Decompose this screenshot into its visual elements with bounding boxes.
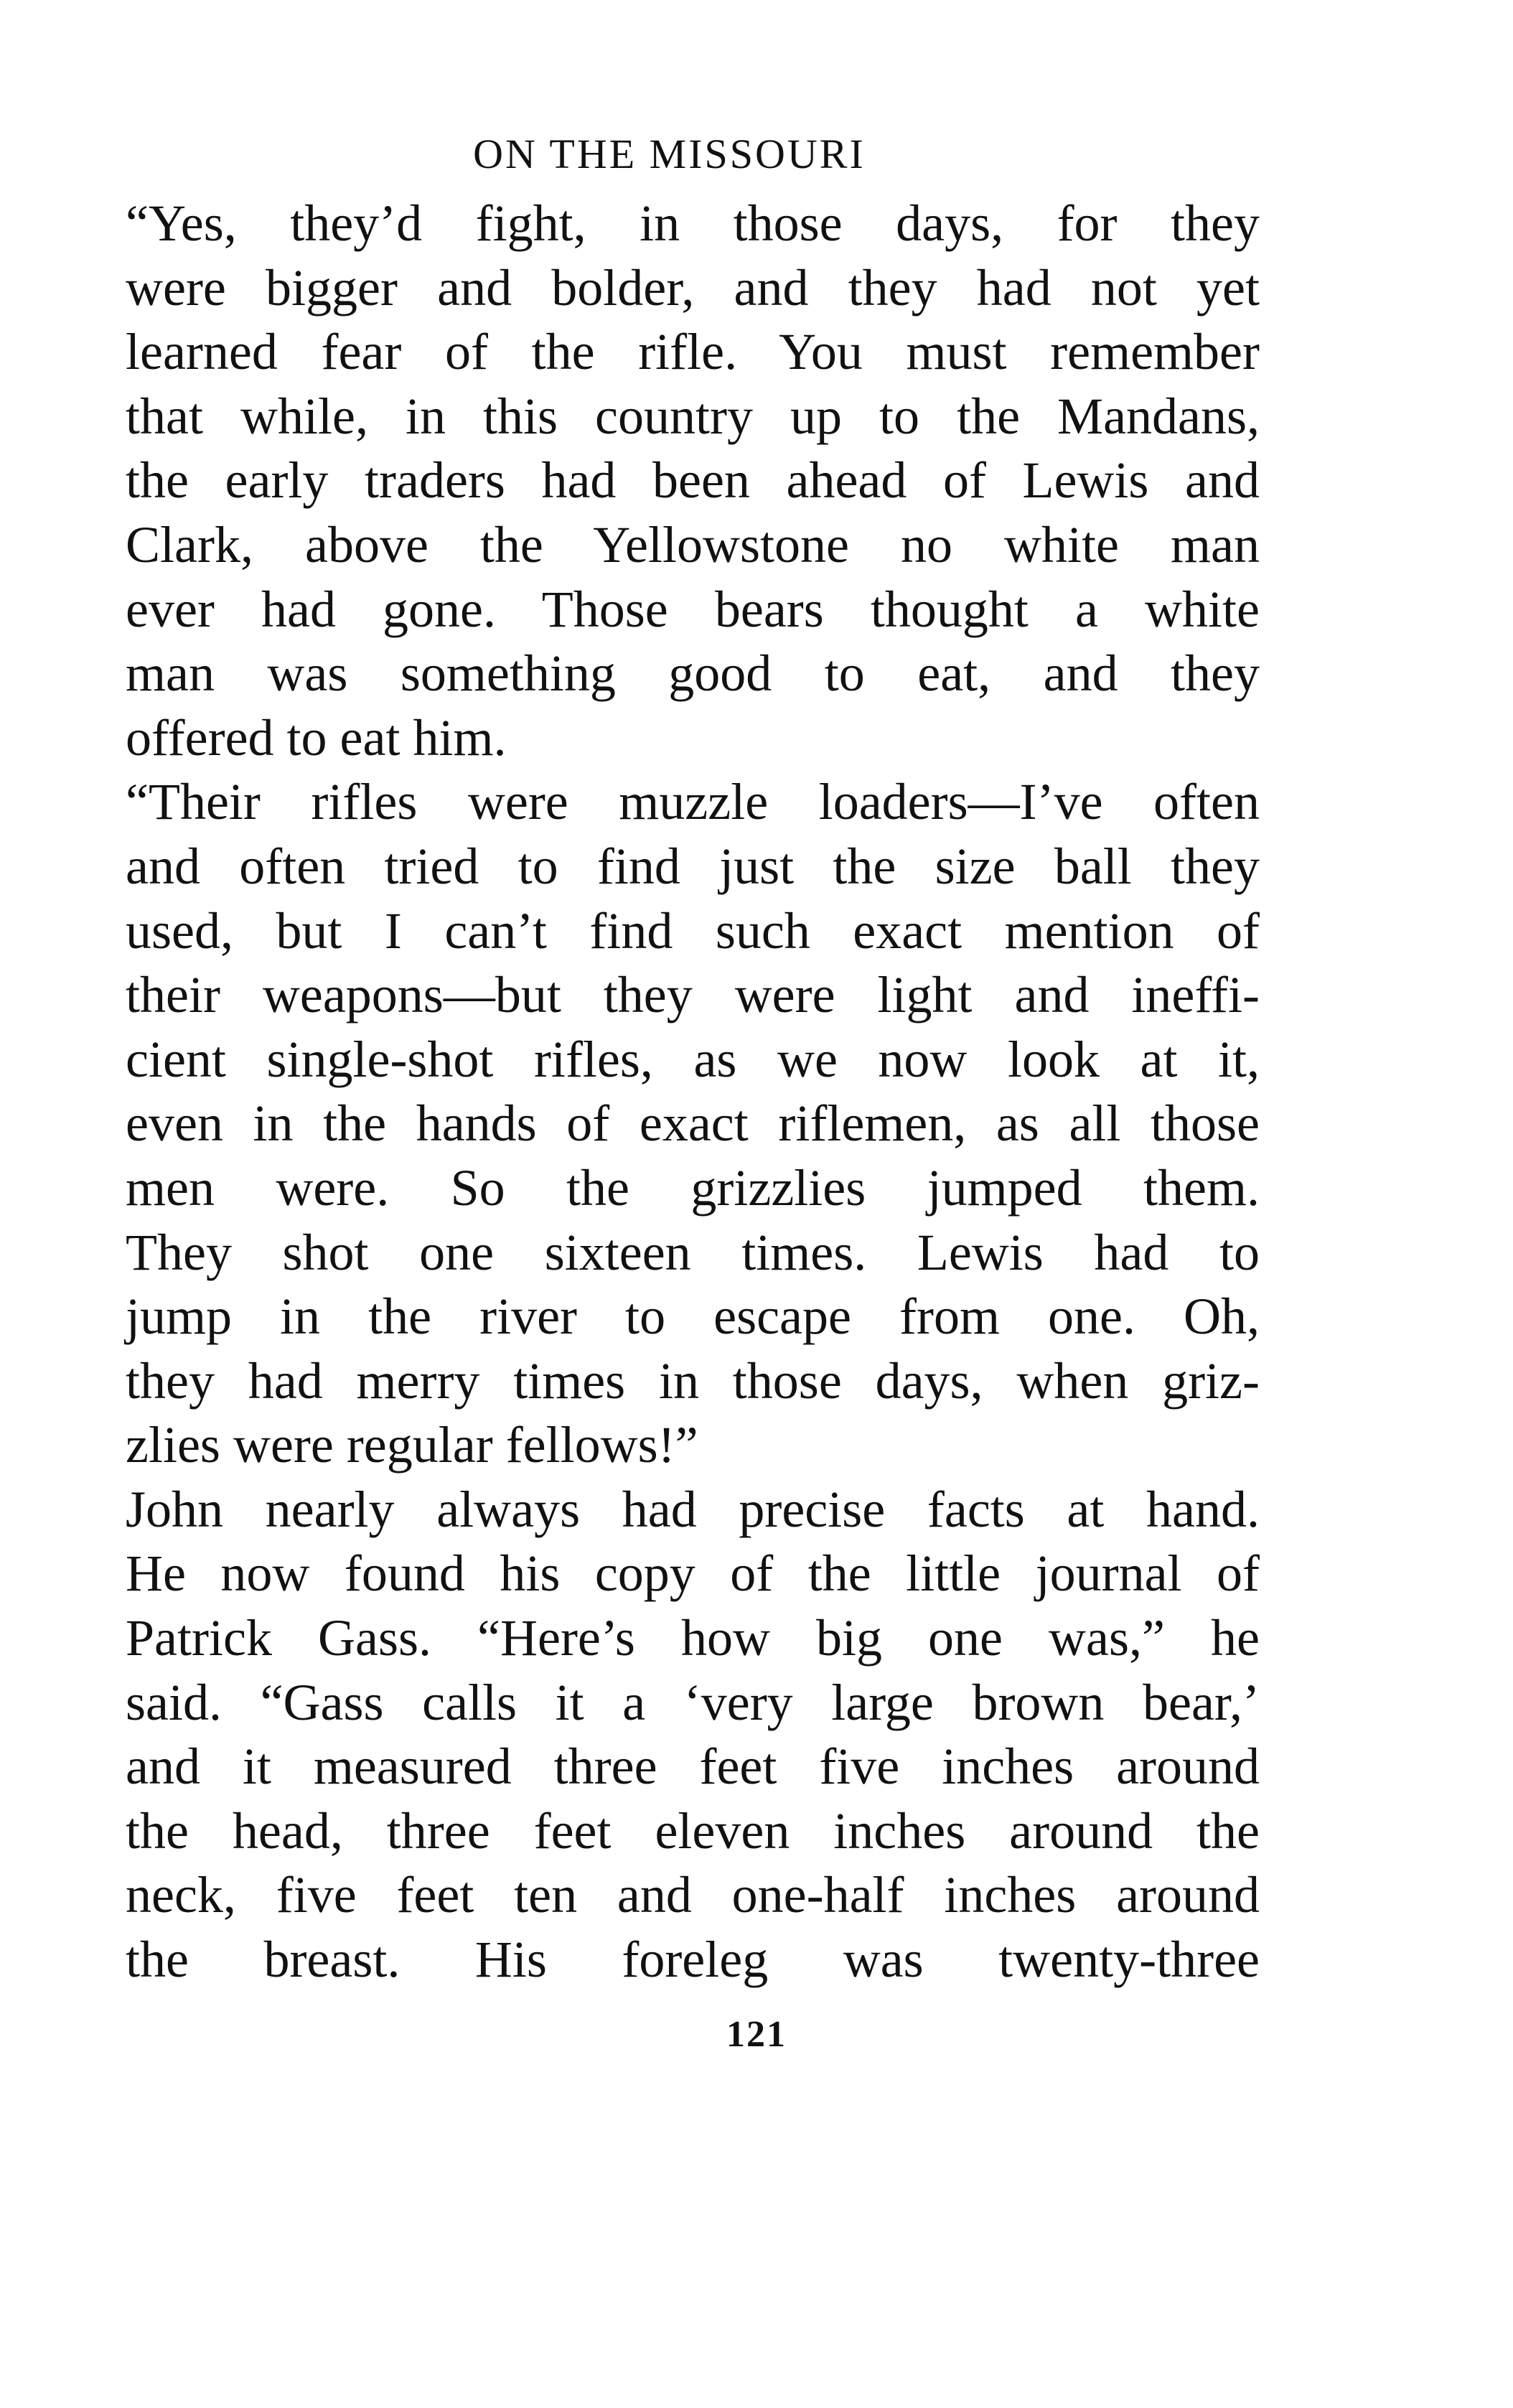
text-line: and often tried to find just the size ball they — [126, 837, 1260, 895]
text-line: They shot one sixteen times. Lewis had to — [126, 1223, 1260, 1281]
text-line: learned fear of the rifle. You must remember — [126, 323, 1260, 381]
text-line: jump in the river to escape from one. Oh, — [126, 1288, 1260, 1346]
text-line: they had merry times in those days, when griz- — [126, 1351, 1260, 1410]
paragraph-3 — [79, 1478, 1260, 1992]
text-line: their weapons—but they were light and ineffi- — [126, 966, 1260, 1024]
text-line: said. “Gass calls it a ‘very large brown bear,’ — [126, 1673, 1260, 1731]
text-line: used, but I can’t find such exact mention of — [126, 901, 1260, 960]
text-line: the breast. His foreleg was twenty-three — [126, 1931, 1260, 1989]
text-line: and it measured three feet five inches around — [126, 1738, 1260, 1796]
text-line: neck, five feet ten and one-half inches around — [126, 1866, 1260, 1924]
text-line: man was something good to eat, and they — [126, 645, 1260, 703]
text-line: zlies were regular fellows!” — [126, 1416, 698, 1474]
text-line: even in the hands of exact riflemen, as all those — [126, 1095, 1260, 1153]
text-line: ever had gone. Those bears thought a white — [126, 580, 1260, 638]
text-line: offered to eat him. — [126, 708, 507, 767]
text-line: men were. So the grizzlies jumped them. — [126, 1158, 1260, 1217]
running-head: ON THE MISSOURI — [473, 131, 866, 177]
text-line: cient single-shot rifles, as we now look at it, — [126, 1030, 1260, 1088]
text-line: were bigger and bolder, and they had not yet — [126, 258, 1260, 317]
text-line: Patrick Gass. “Here’s how big one was,” he — [126, 1609, 1260, 1667]
text-line: John nearly always had precise facts at hand. — [126, 1480, 1260, 1538]
paragraph-1 — [79, 192, 1260, 770]
text-line: the head, three feet eleven inches around the — [126, 1802, 1260, 1860]
text-line: “Yes, they’d fight, in those days, for they — [126, 195, 1260, 252]
text-line: “Their rifles were muzzle loaders—I’ve often — [126, 773, 1260, 831]
text-line: that while, in this country up to the Mandans, — [126, 387, 1260, 445]
body-text — [79, 192, 1260, 1992]
text-line: the early traders had been ahead of Lewis and — [126, 451, 1260, 510]
book-page — [79, 126, 1260, 1992]
text-line: Clark, above the Yellowstone no white man — [126, 515, 1260, 573]
text-line: He now found his copy of the little journal of — [126, 1545, 1260, 1603]
page-number: 121 — [726, 2014, 787, 2055]
paragraph-2 — [79, 770, 1260, 1478]
